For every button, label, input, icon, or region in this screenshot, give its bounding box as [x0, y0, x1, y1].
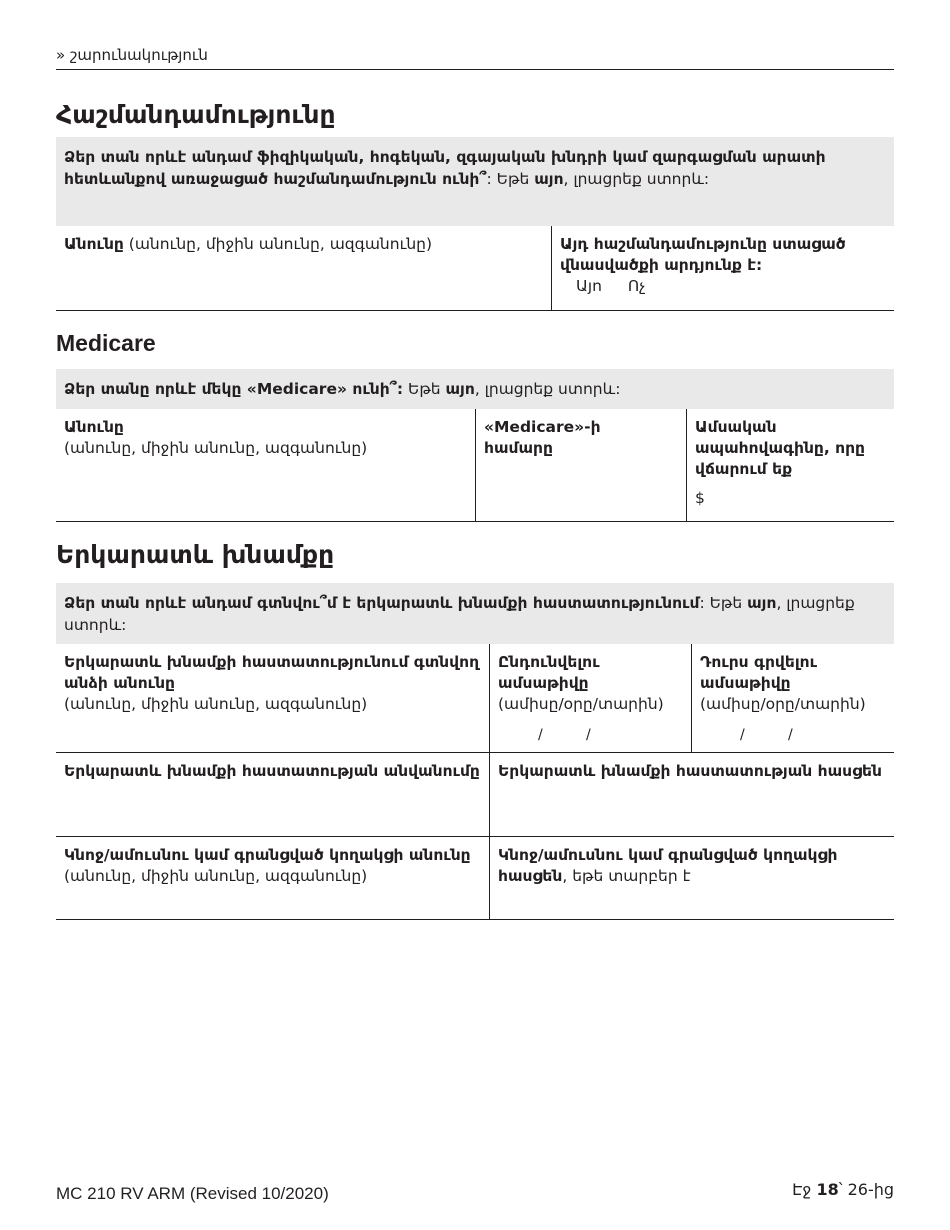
yes-word: այո: [445, 380, 475, 398]
name-label: Անունը: [64, 418, 124, 436]
facility-address-label: Երկարատև խնամքի հաստատության հասցեն: [498, 762, 882, 780]
date-sep: /: [788, 727, 794, 743]
person-hint: (անունը, միջին անունը, ազգանունը): [64, 695, 368, 713]
premium-label: Ամսական ապահովագինը, որը վճարում եք: [695, 418, 865, 478]
ltc-admit-field[interactable]: [489, 644, 691, 752]
name-label: Անունը: [64, 235, 124, 253]
name-hint: (անունը, միջին անունը, ազգանունը): [64, 439, 368, 457]
question-tail: : Եթե: [699, 594, 748, 612]
spouse-name-hint: (անունը, միջին անունը, ազգանունը): [64, 867, 368, 885]
medicare-row: [56, 409, 894, 522]
question-tail: : Եթե: [486, 170, 535, 188]
yes-word: այո: [534, 170, 564, 188]
section-title-ltc: Երկարատև խնամքը: [56, 540, 335, 569]
date-sep: /: [586, 727, 592, 743]
currency-sign: $: [695, 489, 705, 507]
ltc-discharge-field[interactable]: [691, 644, 894, 752]
medicare-number-field[interactable]: [475, 409, 686, 521]
date-sep: /: [740, 727, 746, 743]
number-label: «Medicare»-ի համարը: [484, 418, 601, 457]
page-num: 18: [816, 1180, 839, 1199]
disability-row: [56, 226, 894, 311]
medicare-premium-field[interactable]: [686, 409, 894, 521]
ltc-question: [56, 583, 894, 644]
ltc-spouse-address-field[interactable]: [489, 837, 894, 919]
page-prefix: Էջ: [792, 1180, 817, 1199]
injury-yes-option[interactable]: Այո: [576, 277, 602, 295]
ltc-row-1: [56, 644, 894, 753]
ltc-row-2: [56, 753, 894, 837]
date-sep: /: [538, 727, 544, 743]
question-end: , լրացրեք ստորև:: [474, 380, 621, 398]
admit-hint: (ամիսը/օրը/տարին): [498, 695, 664, 713]
medicare-name-field[interactable]: [56, 409, 475, 521]
form-id: MC 210 RV ARM (Revised 10/2020): [56, 1184, 329, 1203]
section-title-disability: Հաշմանդամությունը: [56, 100, 336, 129]
medicare-question-text: Ձեր տանը որևէ մեկը «Medicare» ունի՞:: [64, 380, 404, 398]
ltc-row-3: [56, 837, 894, 920]
question-end: , լրացրեք ստորև:: [64, 594, 855, 634]
admit-date-slots: [498, 725, 683, 746]
section-title-medicare: Medicare: [56, 330, 156, 356]
ltc-question-text: Ձեր տան որևէ անդամ գտնվու՞մ է երկարատև խնամքի հաստատությունում: [64, 594, 700, 612]
ltc-facility-name-field[interactable]: [56, 753, 489, 836]
discharge-date-slots: [700, 725, 886, 746]
header-rule: [56, 69, 894, 70]
ltc-person-field[interactable]: [56, 644, 489, 752]
discharge-hint: (ամիսը/օրը/տարին): [700, 695, 866, 713]
name-hint: (անունը, միջին անունը, ազգանունը): [123, 235, 433, 253]
facility-name-label: Երկարատև խնամքի հաստատության անվանումը: [64, 762, 480, 780]
medicare-question: [56, 369, 894, 409]
ltc-facility-address-field[interactable]: [489, 753, 894, 836]
spouse-name-label: Կնոջ/ամուսնու կամ գրանցված կողակցի անունը: [64, 846, 471, 864]
injury-label: Այդ հաշմանդամությունը ստացած վնասվածքի արդյունք է:: [560, 235, 846, 274]
page-number: [792, 1180, 894, 1199]
ltc-spouse-name-field[interactable]: [56, 837, 489, 919]
person-label: Երկարատև խնամքի հաստատությունում գտնվող անձի անունը: [64, 653, 480, 692]
injury-no-option[interactable]: Ոչ: [627, 277, 646, 295]
admit-label: Ընդունվելու ամսաթիվը: [498, 653, 600, 692]
question-end: , լրացրեք ստորև:: [563, 170, 710, 188]
spouse-address-label: Կնոջ/ամուսնու կամ գրանցված կողակցի հասցեն: [498, 846, 838, 885]
disability-injury-field: [551, 226, 894, 310]
disability-name-field[interactable]: [56, 226, 551, 310]
disability-question-text: Ձեր տան որևէ անդամ ֆիզիկական, հոգեկան, զգայական խնդրի կամ զարգացման արատի հետևանքով առաջացած հաշմանդամություն ունի՞: [64, 148, 826, 188]
breadcrumb: » շարունակություն: [56, 46, 208, 64]
spouse-address-hint: , եթե տարբեր է: [562, 867, 691, 885]
question-tail: Եթե: [403, 380, 446, 398]
disability-question: [56, 137, 894, 226]
yes-word: այո: [747, 594, 777, 612]
page-suffix: ՝ 26-ից: [838, 1180, 894, 1199]
discharge-label: Դուրս գրվելու ամսաթիվը: [700, 653, 817, 692]
